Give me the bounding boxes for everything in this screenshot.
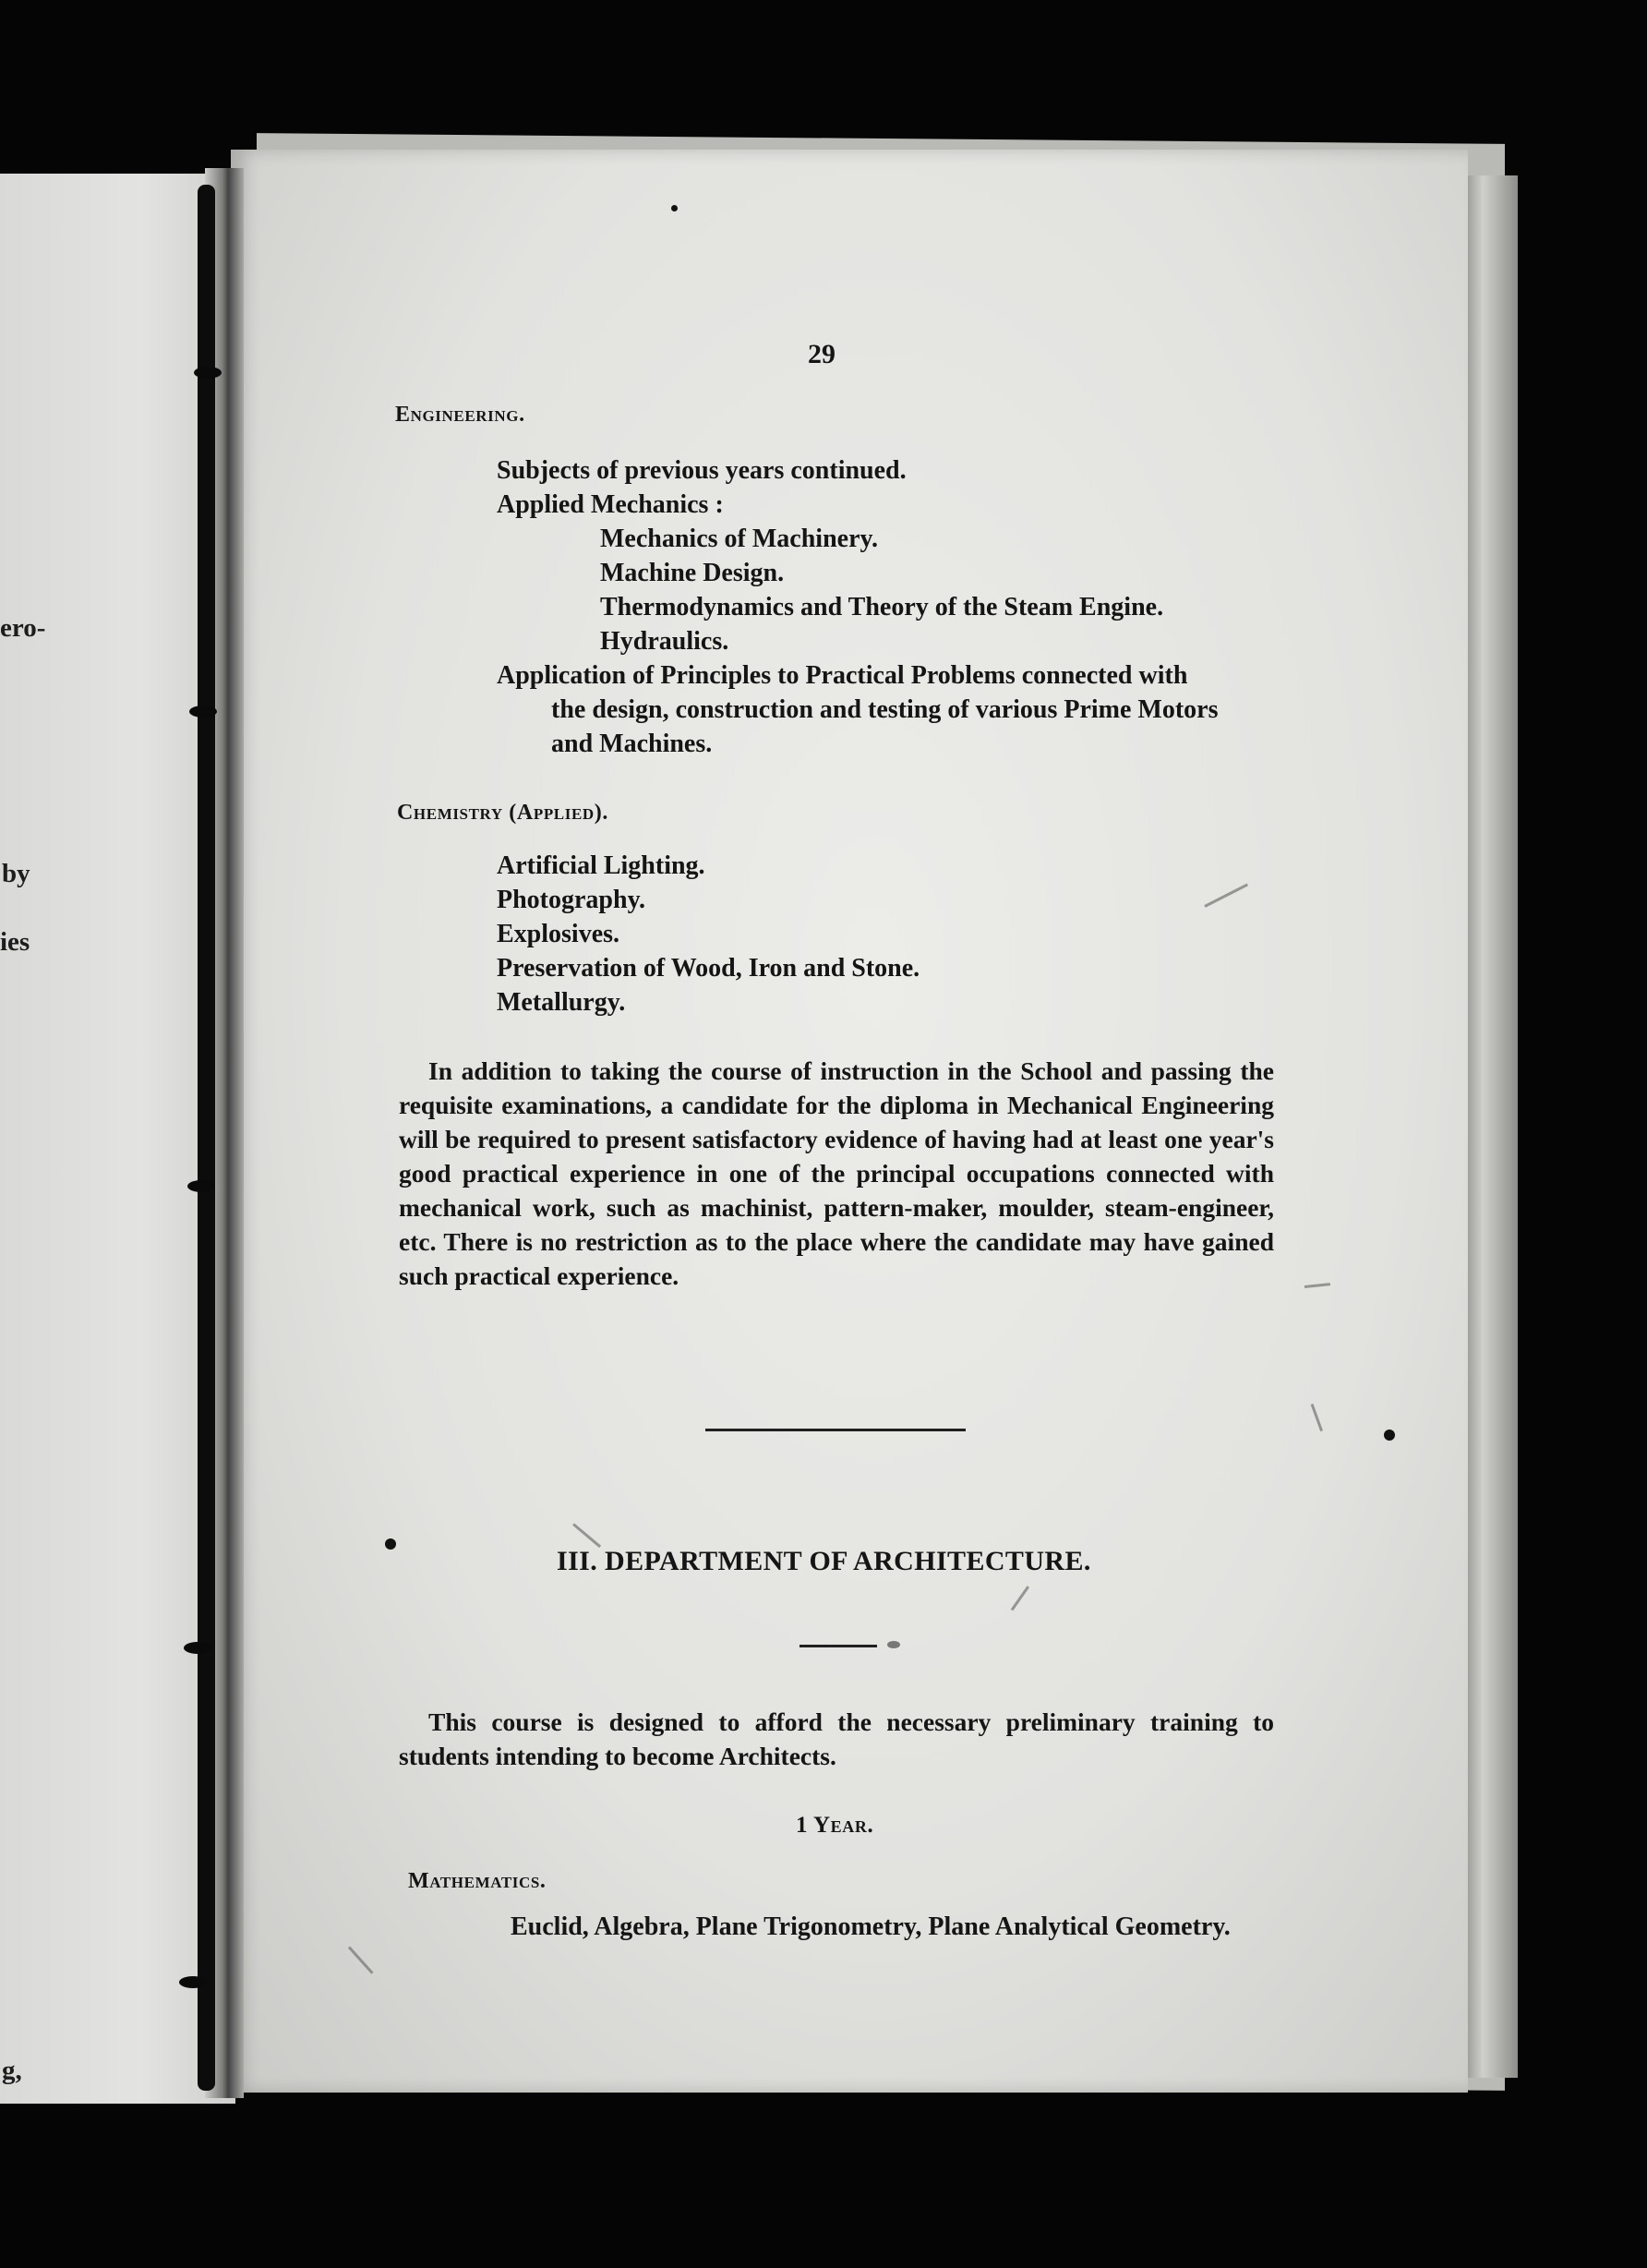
chemistry-topic: Preservation of Wood, Iron and Stone. bbox=[497, 954, 920, 983]
applied-mechanics-topic: Machine Design. bbox=[600, 559, 785, 587]
binding-stitch bbox=[179, 1976, 207, 1988]
left-page-text-fragment: g, bbox=[2, 2056, 22, 2085]
section-divider bbox=[705, 1429, 966, 1431]
department-title: III. DEPARTMENT OF ARCHITECTURE. bbox=[557, 1546, 1091, 1576]
chemistry-heading: Chemistry (Applied). bbox=[397, 801, 608, 825]
ink-spot bbox=[1384, 1430, 1395, 1441]
binding-stitch bbox=[184, 1642, 211, 1654]
page-number: 29 bbox=[808, 339, 836, 369]
binding-thread bbox=[198, 185, 215, 2091]
chemistry-topic: Explosives. bbox=[497, 920, 620, 948]
applied-mechanics-topic: Thermodynamics and Theory of the Steam Engine. bbox=[600, 593, 1164, 621]
mathematics-heading: Mathematics. bbox=[408, 1869, 547, 1893]
engineering-line: Applied Mechanics : bbox=[497, 490, 724, 519]
engineering-heading: Engineering. bbox=[395, 403, 525, 427]
mathematics-subjects: Euclid, Algebra, Plane Trigonometry, Plane Analytical Geometry. bbox=[511, 1912, 1231, 1941]
left-page-text-fragment: by bbox=[2, 859, 30, 888]
left-page-text-fragment: ero- bbox=[0, 613, 46, 643]
ink-spot bbox=[671, 205, 678, 211]
binding-stitch bbox=[187, 1180, 215, 1192]
applied-mechanics-topic: Hydraulics. bbox=[600, 627, 729, 656]
applied-mechanics-topic: Mechanics of Machinery. bbox=[600, 525, 878, 553]
binding-stitch bbox=[194, 367, 222, 379]
application-line: and Machines. bbox=[551, 730, 713, 758]
chemistry-topic: Metallurgy. bbox=[497, 988, 626, 1017]
ink-spot bbox=[385, 1538, 396, 1550]
binding-stitch bbox=[189, 706, 217, 718]
chemistry-topic: Photography. bbox=[497, 886, 646, 914]
application-line: Application of Principles to Practical Problems connected with bbox=[497, 661, 1188, 690]
diploma-requirement-paragraph: In addition to taking the course of instruction in the School and passing the requisite examinations, a candidate for the diploma in Mechanical Engineering will be required to present satisfactory evidence of having had at least one year's good practical experience in one of the principal occupations connected with mechanical work, such as machinist, pattern-maker, moulder, steam-engineer, etc. There is no restriction as to the place where the candidate may have gained such practical experience. bbox=[399, 1056, 1274, 1290]
title-divider bbox=[799, 1645, 877, 1647]
chemistry-topic: Artificial Lighting. bbox=[497, 851, 705, 880]
ink-spot bbox=[887, 1641, 900, 1648]
left-page-text-fragment: ies bbox=[0, 927, 30, 957]
engineering-line: Subjects of previous years continued. bbox=[497, 456, 907, 485]
architecture-intro-paragraph: This course is designed to afford the necessary preliminary training to students intending to become Architects. bbox=[399, 1707, 1274, 1770]
application-line: the design, construction and testing of various Prime Motors bbox=[551, 695, 1219, 724]
year-label: 1 Year. bbox=[796, 1813, 874, 1838]
